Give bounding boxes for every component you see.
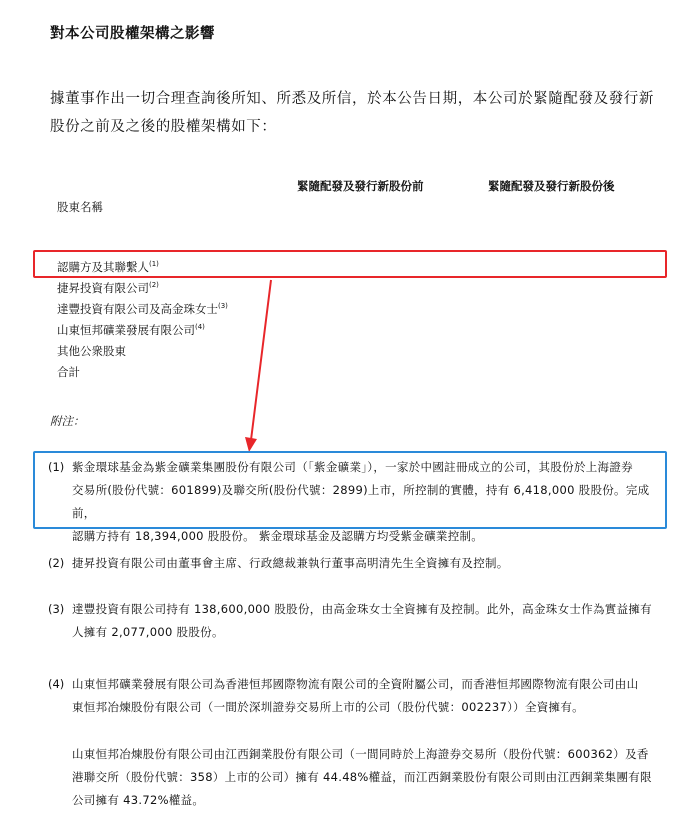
- note-number: (1): [48, 460, 65, 474]
- note-number: (4): [48, 677, 65, 691]
- col-header-name: 股東名稱: [57, 200, 103, 214]
- note-1: 紫金環球基金為紫金礦業集團股份有限公司（「紫金礦業」），一家於中國註冊成立的公司，其股份於上海證券 交易所(股份代號：601899)及聯交所(股份代號：2899)上市，所控制的實體，持有 6,418,000 股股份。完成前， 認購方持有 18,394,000 股股份。 紫金環球基金及認購方均受紫金礦業控制。: [72, 460, 650, 543]
- section-heading: 對本公司股權架構之影響: [50, 26, 215, 42]
- group-header-before: 緊隨配發及發行新股份前: [297, 179, 424, 193]
- table-row-name: 達豐投資有限公司及高金珠女士$^{(3)}$: [57, 302, 228, 316]
- highlight-box-red: [33, 250, 667, 278]
- table-row-name: 認購方及其聯繫人$^{(1)}$: [57, 260, 159, 274]
- intro-paragraph: 據董事作出一切合理查詢後所知、所悉及所信，於本公告日期，本公司於緊隨配發及發行新股份之前及之後的股權架構如下：: [50, 91, 654, 135]
- note-3: 達豐投資有限公司持有 138,600,000 股股份，由高金珠女士全資擁有及控制。此外，高金珠女士作為實益擁有 人擁有 2,077,000 股股份。: [72, 602, 652, 639]
- table-row-name: 捷昇投資有限公司$^{(2)}$: [57, 281, 159, 295]
- note-2: 捷昇投資有限公司由董事會主席、行政總裁兼執行董事高明清先生全資擁有及控制。: [72, 556, 509, 570]
- notes-heading: 附注：: [50, 414, 85, 428]
- note-4-continued: 山東恒邦冶煉股份有限公司由江西銅業股份有限公司（一間同時於上海證券交易所（股份代號：600362）及香 港聯交所（股份代號：358）上市的公司）擁有 44.48%權益，而江西銅業股份有限公司則由江西銅業集團有限 公司擁有 43.72%權益。: [72, 747, 652, 807]
- table-total-label: 合計: [57, 365, 80, 379]
- group-header-after: 緊隨配發及發行新股份後: [488, 179, 615, 193]
- table-row-name: 山東恒邦礦業發展有限公司$^{(4)}$: [57, 323, 205, 337]
- note-number: (3): [48, 602, 65, 616]
- note-4: 山東恒邦礦業發展有限公司為香港恒邦國際物流有限公司的全資附屬公司，而香港恒邦國際物流有限公司由山 東恒邦冶煉股份有限公司（一間於深圳證券交易所上市的公司（股份代號：002237））全資擁有。: [72, 677, 639, 714]
- table-row-name: 其他公衆股東: [57, 344, 126, 358]
- note-number: (2): [48, 556, 65, 570]
